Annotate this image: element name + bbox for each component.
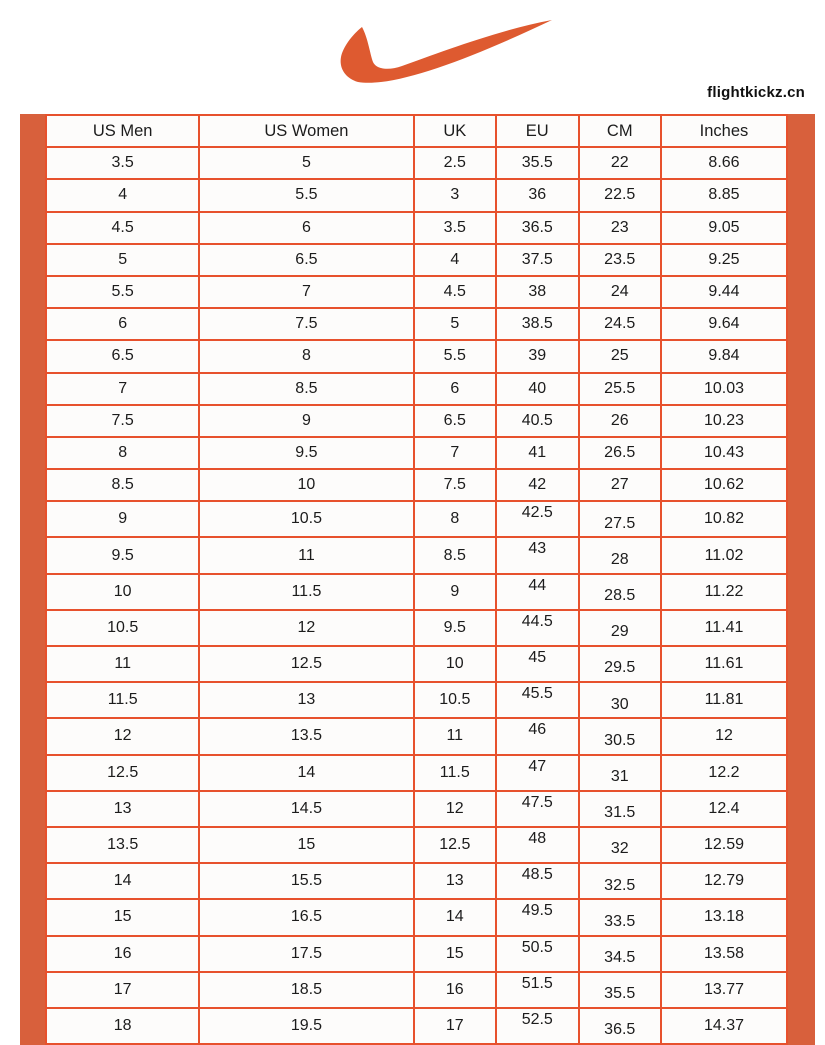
cell-cm: 30.5 [579,718,661,754]
cell-eu: 47.5 [496,791,578,827]
cell-us-women: 17.5 [199,936,413,972]
cell-inches: 13.18 [661,899,787,935]
cell-uk: 4.5 [414,276,496,308]
table-row [46,212,787,244]
cell-cm: 31.5 [579,791,661,827]
table-row [46,537,787,573]
cell-us-men: 11.5 [46,682,199,718]
cell-us-women: 9.5 [199,437,413,469]
cell-inches: 11.81 [661,682,787,718]
table-row [46,863,787,899]
cell-us-women: 5.5 [199,179,413,211]
cell-uk: 2.5 [414,147,496,179]
cell-inches: 12.79 [661,863,787,899]
cell-cm: 28.5 [579,574,661,610]
cell-us-men: 4 [46,179,199,211]
cell-uk: 4 [414,244,496,276]
column-header-us-women: US Women [199,115,413,147]
cell-us-women: 19.5 [199,1008,413,1044]
cell-uk: 8.5 [414,537,496,573]
cell-cm: 26.5 [579,437,661,469]
cell-inches: 8.85 [661,179,787,211]
cell-uk: 12.5 [414,827,496,863]
table-row [46,791,787,827]
cell-cm: 23 [579,212,661,244]
cell-us-women: 7.5 [199,308,413,340]
cell-cm: 24.5 [579,308,661,340]
table-row [46,244,787,276]
cell-cm: 29.5 [579,646,661,682]
table-row [46,469,787,501]
cell-us-men: 17 [46,972,199,1008]
cell-us-men: 6 [46,308,199,340]
table-row [46,276,787,308]
cell-eu: 52.5 [496,1008,578,1044]
cell-inches: 9.05 [661,212,787,244]
cell-cm: 25.5 [579,373,661,405]
cell-us-men: 6.5 [46,340,199,372]
cell-eu: 38.5 [496,308,578,340]
table-row [46,574,787,610]
cell-eu: 44.5 [496,610,578,646]
cell-cm: 31 [579,755,661,791]
cell-us-men: 16 [46,936,199,972]
cell-inches: 14.37 [661,1008,787,1044]
cell-eu: 47 [496,755,578,791]
cell-inches: 12.59 [661,827,787,863]
cell-uk: 10.5 [414,682,496,718]
table-row [46,972,787,1008]
cell-uk: 13 [414,863,496,899]
cell-cm: 24 [579,276,661,308]
cell-us-men: 9 [46,501,199,537]
cell-inches: 8.66 [661,147,787,179]
cell-uk: 3.5 [414,212,496,244]
cell-us-women: 18.5 [199,972,413,1008]
table-row [46,373,787,405]
cell-cm: 34.5 [579,936,661,972]
cell-uk: 11 [414,718,496,754]
cell-us-men: 9.5 [46,537,199,573]
cell-us-women: 10.5 [199,501,413,537]
cell-eu: 39 [496,340,578,372]
table-row [46,308,787,340]
cell-us-women: 7 [199,276,413,308]
cell-us-women: 13 [199,682,413,718]
nike-swoosh-logo [338,17,552,89]
cell-us-women: 12 [199,610,413,646]
cell-eu: 50.5 [496,936,578,972]
cell-us-men: 13 [46,791,199,827]
cell-inches: 10.43 [661,437,787,469]
cell-us-women: 11.5 [199,574,413,610]
cell-uk: 15 [414,936,496,972]
cell-us-men: 7.5 [46,405,199,437]
cell-us-men: 11 [46,646,199,682]
cell-us-women: 14 [199,755,413,791]
cell-eu: 48 [496,827,578,863]
table-row [46,755,787,791]
cell-uk: 14 [414,899,496,935]
column-header-uk: UK [414,115,496,147]
cell-inches: 9.44 [661,276,787,308]
cell-us-women: 6 [199,212,413,244]
cell-inches: 11.22 [661,574,787,610]
cell-uk: 10 [414,646,496,682]
cell-us-women: 15 [199,827,413,863]
cell-us-women: 9 [199,405,413,437]
cell-uk: 5.5 [414,340,496,372]
cell-inches: 12 [661,718,787,754]
cell-us-men: 13.5 [46,827,199,863]
cell-us-men: 5 [46,244,199,276]
cell-uk: 9 [414,574,496,610]
cell-us-men: 10.5 [46,610,199,646]
cell-eu: 45 [496,646,578,682]
cell-uk: 7.5 [414,469,496,501]
cell-cm: 30 [579,682,661,718]
column-header-cm: CM [579,115,661,147]
cell-cm: 35.5 [579,972,661,1008]
cell-us-men: 15 [46,899,199,935]
table-header [46,115,787,147]
cell-inches: 10.82 [661,501,787,537]
cell-inches: 10.03 [661,373,787,405]
cell-inches: 13.77 [661,972,787,1008]
table-row [46,340,787,372]
cell-us-women: 6.5 [199,244,413,276]
cell-inches: 10.23 [661,405,787,437]
table-row [46,1008,787,1044]
cell-uk: 6.5 [414,405,496,437]
cell-eu: 40.5 [496,405,578,437]
cell-eu: 45.5 [496,682,578,718]
cell-cm: 36.5 [579,1008,661,1044]
cell-us-men: 12.5 [46,755,199,791]
size-conversion-chart [20,114,815,1045]
cell-uk: 6 [414,373,496,405]
table-row [46,437,787,469]
cell-inches: 9.25 [661,244,787,276]
cell-uk: 3 [414,179,496,211]
cell-us-women: 8.5 [199,373,413,405]
table-row [46,682,787,718]
cell-us-women: 11 [199,537,413,573]
cell-cm: 26 [579,405,661,437]
cell-eu: 40 [496,373,578,405]
table-row [46,179,787,211]
column-header-eu: EU [496,115,578,147]
cell-eu: 36.5 [496,212,578,244]
cell-cm: 32 [579,827,661,863]
cell-uk: 16 [414,972,496,1008]
cell-us-men: 4.5 [46,212,199,244]
cell-us-men: 18 [46,1008,199,1044]
cell-cm: 25 [579,340,661,372]
cell-cm: 27 [579,469,661,501]
cell-cm: 22.5 [579,179,661,211]
cell-us-men: 3.5 [46,147,199,179]
cell-cm: 29 [579,610,661,646]
cell-us-women: 5 [199,147,413,179]
cell-inches: 11.61 [661,646,787,682]
cell-us-men: 14 [46,863,199,899]
header-row [46,115,787,147]
cell-us-women: 12.5 [199,646,413,682]
site-label: flightkickz.cn [707,84,805,101]
cell-cm: 28 [579,537,661,573]
cell-eu: 43 [496,537,578,573]
cell-us-women: 15.5 [199,863,413,899]
cell-eu: 49.5 [496,899,578,935]
cell-eu: 42.5 [496,501,578,537]
size-conversion-table [45,114,788,1045]
cell-cm: 23.5 [579,244,661,276]
cell-cm: 22 [579,147,661,179]
cell-cm: 27.5 [579,501,661,537]
cell-inches: 11.41 [661,610,787,646]
cell-us-men: 10 [46,574,199,610]
table-row [46,147,787,179]
cell-us-women: 14.5 [199,791,413,827]
cell-inches: 9.64 [661,308,787,340]
cell-uk: 17 [414,1008,496,1044]
cell-inches: 12.2 [661,755,787,791]
cell-inches: 9.84 [661,340,787,372]
cell-eu: 48.5 [496,863,578,899]
cell-us-men: 12 [46,718,199,754]
cell-eu: 42 [496,469,578,501]
table-row [46,610,787,646]
cell-inches: 13.58 [661,936,787,972]
nike-swoosh-icon [338,17,552,89]
cell-eu: 36 [496,179,578,211]
cell-uk: 5 [414,308,496,340]
cell-uk: 8 [414,501,496,537]
cell-uk: 12 [414,791,496,827]
table-row [46,646,787,682]
table-row [46,936,787,972]
cell-eu: 38 [496,276,578,308]
cell-us-women: 13.5 [199,718,413,754]
cell-eu: 35.5 [496,147,578,179]
table-row [46,501,787,537]
cell-uk: 9.5 [414,610,496,646]
cell-inches: 11.02 [661,537,787,573]
cell-eu: 41 [496,437,578,469]
cell-eu: 44 [496,574,578,610]
column-header-us-men: US Men [46,115,199,147]
cell-us-women: 8 [199,340,413,372]
cell-eu: 37.5 [496,244,578,276]
right-accent-bar [788,114,815,1045]
cell-uk: 11.5 [414,755,496,791]
cell-eu: 46 [496,718,578,754]
left-accent-bar [20,114,45,1045]
cell-us-men: 5.5 [46,276,199,308]
cell-us-men: 8.5 [46,469,199,501]
cell-uk: 7 [414,437,496,469]
cell-us-women: 16.5 [199,899,413,935]
cell-us-men: 7 [46,373,199,405]
cell-inches: 12.4 [661,791,787,827]
cell-cm: 32.5 [579,863,661,899]
cell-us-men: 8 [46,437,199,469]
table-row [46,405,787,437]
table-body [46,147,787,1044]
table-row [46,899,787,935]
cell-us-women: 10 [199,469,413,501]
table-row [46,718,787,754]
cell-cm: 33.5 [579,899,661,935]
table-row [46,827,787,863]
cell-eu: 51.5 [496,972,578,1008]
cell-inches: 10.62 [661,469,787,501]
column-header-inches: Inches [661,115,787,147]
